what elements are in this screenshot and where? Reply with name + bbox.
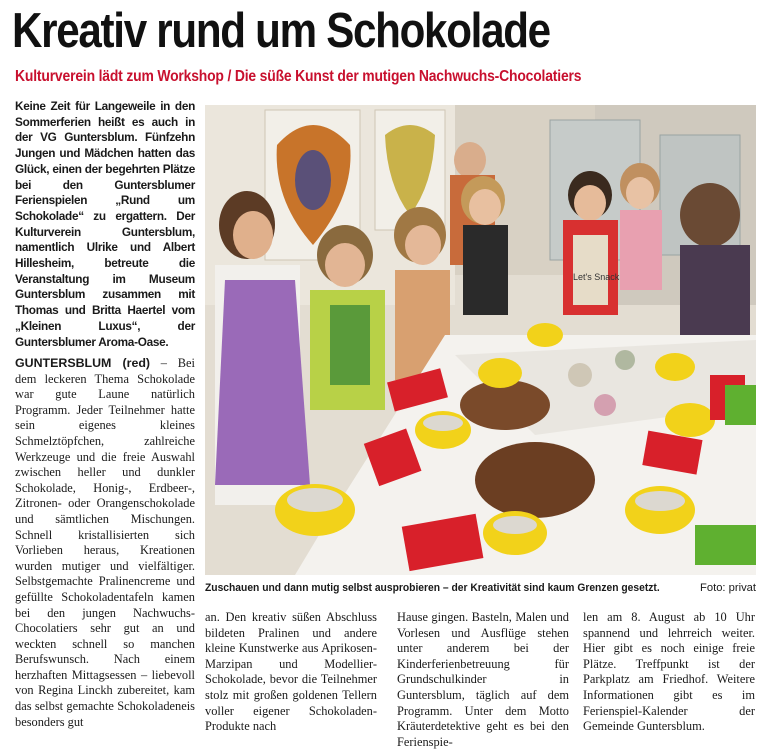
article-photo: [205, 105, 756, 575]
article-headline: Kreativ rund um Schokolade: [12, 4, 550, 58]
photo-caption: Zuschauen und dann mutig selbst ausprobieren – der Kreativität sind kaum Grenzen gesetzt.: [205, 582, 660, 594]
article-body-column-4: len am 8. August ab 10 Uhr spannend und lehrreich weiter. Hier gibt es noch einige freie Plätze. Treffpunkt ist der Parkplatz am Friedhof. Weitere Informationen gibt es im Ferienspiel-Kalender der Gemeinde Guntersblum.: [583, 610, 755, 734]
children-chocolate-workshop-image: [205, 105, 756, 575]
article-dateline: GUNTERSBLUM (red): [15, 356, 151, 370]
body-column-1-text: – Bei dem leckeren Thema Schokolade war gute Laune natürlich Programm. Jeder Teilnehmer hatte sein eigenes kleines Schmelztöpfchen, zahlreiche Werkzeuge und die freie Auswahl zwischen heller und dunkler Schokolade, Honig-, Erdbeer-, Zitronen- oder Orangenschokolade und sämtlichen Mischungen. Schnell kristallisierten sich Vorlieben heraus, Kreationen wurden mutiger und vielfältiger. Selbstgemachte Pralinencreme und gefüllte Schokoladentafeln kamen bei den jungen Nachwuchs-Chocolatiers sehr gut an und weckten schnell so manchen Berufswunsch. Nach einem herzhaften Mittagsessen – liebevoll von Regina Linckh zubereitet, kam das selbst gemachte Schokoladeneis besonders gut: [15, 356, 195, 729]
article-body-column-1: [15, 356, 195, 730]
article-body-column-2: an. Den kreativ süßen Abschluss bildeten Pralinen und andere kleine Kunstwerke aus Aprikosen-Marzipan und Modellier-Schokolade, bevor die Teilnehmer stolz mit großen goldenen Tellern voller eigener Schokoladen-Produkte nach: [205, 610, 377, 734]
article-body-column-3: Hause gingen. Basteln, Malen und Vorlesen und Ausflüge stehen unter anderem bei der Kinderferienbetreuung für Grundschulkinder in Guntersblum, täglich auf dem Programm. Unter dem Motto Kräuterdetektive geht es bei den Ferienspie-: [397, 610, 569, 749]
article-lead: Keine Zeit für Langeweile in den Sommerferien heißt es auch in der VG Guntersblum. Fünfzehn Jungen und Mädchen hatten das Glück, einen der begehrten Plätze bei den Guntersblumer Ferienspielen „Rund um Schokolade“ zu ergattern. Der Kulturverein Guntersblum, namentlich Ulrike und Albert Hillesheim, betreute die Veranstaltung im Museum Guntersblum zusammen mit Thomas und Britta Haertel vom „Kleinen Luxus“, der Guntersblumer Aroma-Oase.: [15, 99, 195, 349]
photo-caption-bar: [205, 580, 756, 596]
photo-credit: Foto: privat: [700, 582, 756, 594]
article-subline: Kulturverein lädt zum Workshop / Die süße Kunst der mutigen Nachwuchs-Chocolatiers: [15, 68, 582, 85]
apron-print-text: Let's Snack: [573, 272, 620, 282]
